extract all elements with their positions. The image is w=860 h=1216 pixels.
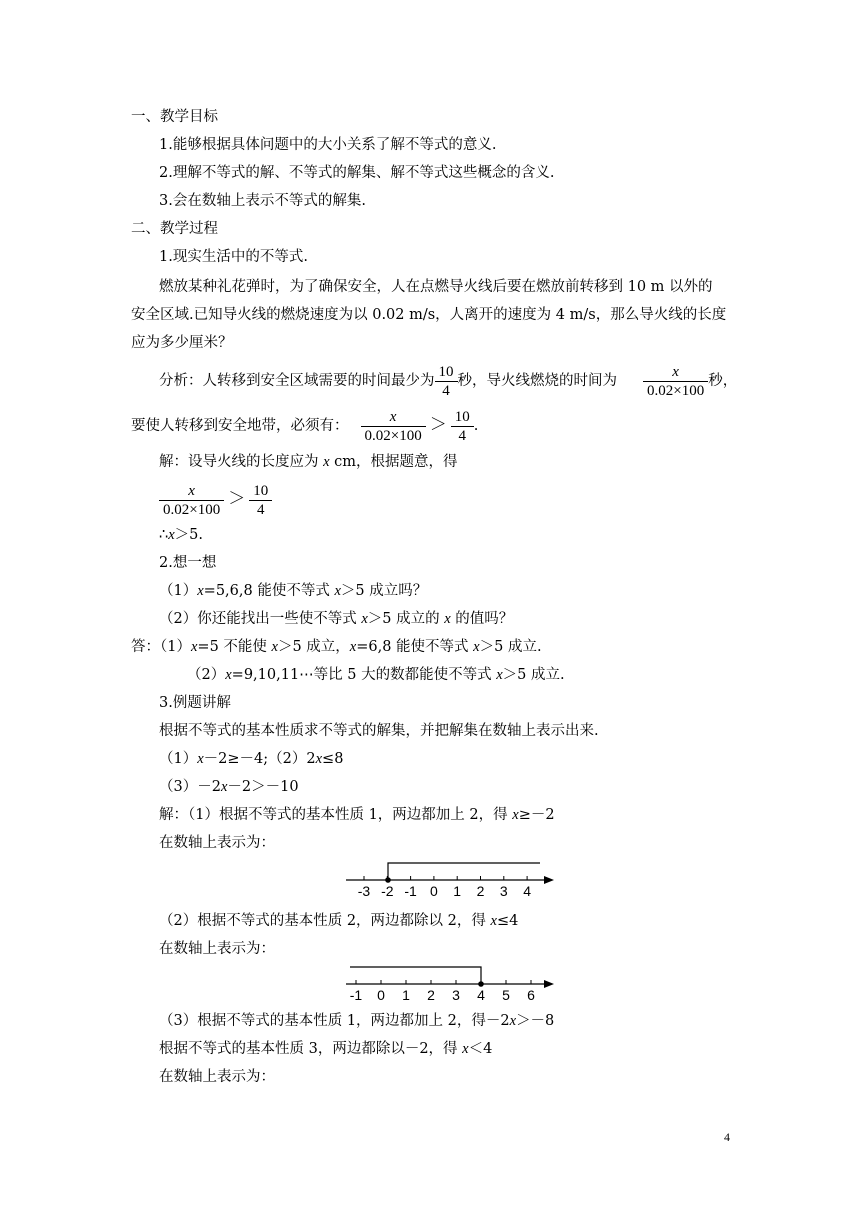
fraction-x-over-product [159,482,224,519]
solution-text: 解：设导火线的长度应为 [159,454,324,470]
tick-label: 2 [427,987,435,1003]
objective-2: 2.理解不等式的解、不等式的解集、解不等式这些概念的含义. [159,165,555,181]
denominator: 0.02×100 [643,381,708,400]
ex-text: ≤8 [322,751,344,767]
variable-x: x [225,667,232,683]
number-line-1 [340,858,560,900]
show-label-1: 在数轴上表示为： [159,835,275,851]
denominator: 0.02×100 [159,500,224,519]
variable-x: x [220,779,228,795]
denominator: 4 [435,381,458,400]
solution-inequality [159,476,272,523]
axis-arrow [544,980,554,988]
ex-text: （1） [159,751,198,767]
number-line-2 [340,962,560,1004]
tick-label: 5 [502,987,510,1003]
a-text: =9,10,11⋯等比 5 大的数都能使不等式 [231,667,497,683]
denominator: 4 [249,500,272,519]
period: . [473,418,479,434]
tick-label: -1 [349,987,363,1003]
fraction-x-over-product [361,408,426,445]
sol-text: ＜4 [468,1041,493,1057]
variable-x: x [323,454,330,470]
sol-text: （2）根据不等式的基本性质 2，两边都除以 2，得 [159,913,491,929]
a-text: ＞5 成立. [502,667,565,683]
solution-3b [159,1039,492,1059]
variable-x: x [349,639,357,655]
subsection-3-title: 3.例题讲解 [159,695,231,711]
a-text: ＞5 成立， [277,639,350,655]
subsection-2-title: 2.想一想 [159,555,217,571]
a-text: （2） [187,667,226,683]
q-text: （2）你还能找出一些使不等式 [159,611,362,627]
solid-endpoint [385,877,391,883]
tick-label: 6 [527,987,535,1003]
variable-x: x [444,611,451,627]
tick-label: 0 [377,987,385,1003]
q-text: =5,6,8 能使不等式 [203,583,335,599]
problem-line-3: 应为多少厘米？ [131,335,233,351]
tick-label: 3 [499,883,508,899]
solution-intro [159,452,458,472]
sol-text: （3）根据不等式的基本性质 1，两边都加上 2，得－2 [159,1013,510,1029]
sol-text: ＞－8 [516,1013,555,1029]
q-text: ＞5 成立吗？ [340,583,428,599]
objective-1: 1.能够根据具体问题中的大小关系了解不等式的意义. [159,137,497,153]
solution-3 [159,1011,554,1031]
tick-label: 4 [523,883,531,899]
fraction-10-over-4 [451,408,474,445]
numerator: x [389,408,397,425]
ex-text: （3）－2 [159,779,221,795]
variable-x: x [190,639,198,655]
greater-than-sign: ＞ [429,415,447,434]
q-text: ＞5 成立的 [367,611,445,627]
objective-3: 3.会在数轴上表示不等式的解集. [159,193,366,209]
solution-1 [159,805,555,825]
tick-label: 4 [477,987,485,1003]
a-text: =5 不能使 [197,639,272,655]
tick-label: -1 [404,883,417,899]
subsection-1-title: 1.现实生活中的不等式. [159,249,308,265]
variable-x: x [197,751,204,767]
analysis-text: 分析：人转移到安全区域需要的时间最少为 [159,373,435,389]
variable-x: x [490,913,497,929]
sol-text: ≥－2 [518,807,555,823]
variable-x: x [462,1041,469,1057]
answer-2 [187,665,565,685]
tick-label: 1 [402,987,410,1003]
variable-x: x [197,583,204,599]
ex-text: －2≥－4;（2）2 [203,751,316,767]
variable-x: x [473,639,480,655]
tick-label: -2 [381,883,394,899]
analysis-text: 秒， [708,373,738,389]
question-1 [159,581,427,601]
problem-line-2: 安全区域.已知导火线的燃烧速度为以 0.02 m/s，人离开的速度为 4 m/s，那么导火线的长度 [131,307,727,323]
example-1-2 [159,749,343,769]
a-text: 答：（1） [131,639,191,655]
variable-x: x [168,527,175,543]
tick-label: 0 [430,883,438,899]
axis-arrow [544,876,554,884]
solution-text: cm，根据题意，得 [329,454,458,470]
variable-x: x [315,751,323,767]
tick-label: 2 [476,883,485,899]
section-heading-process: 二、教学过程 [131,221,218,237]
problem-line-1: 燃放某种礼花弹时，为了确保安全，人在点燃导火线后要在燃放前转移到 10 m 以外的 [159,279,713,295]
analysis-text: 秒，导火线燃烧的时间为 [457,373,617,389]
q-text: 的值吗？ [450,611,514,627]
q-text: （1） [159,583,198,599]
tick-label: 3 [452,987,460,1003]
variable-x: x [496,667,503,683]
show-label-2: 在数轴上表示为： [159,941,275,957]
page-number: 4 [724,1130,730,1144]
fraction-10-over-4 [435,363,458,400]
tick-label: -3 [357,883,371,899]
analysis-line-2 [131,402,478,449]
example-prompt: 根据不等式的基本性质求不等式的解集，并把解集在数轴上表示出来. [159,723,599,739]
sol-text: 解：（1）根据不等式的基本性质 1，两边都加上 2，得 [159,807,513,823]
numerator: x [672,363,679,380]
therefore-text: ＞5. [174,527,204,543]
numerator: 10 [438,363,454,380]
numerator: 10 [253,482,269,499]
show-label-3: 在数轴上表示为： [159,1069,275,1085]
solution-range-bracket [350,967,481,984]
therefore-symbol: ∴ [159,527,169,543]
sol-text: 根据不等式的基本性质 3，两边都除以－2，得 [159,1041,463,1057]
example-3 [159,777,299,797]
analysis-text: 要使人转移到安全地带，必须有： [131,418,349,434]
denominator: 0.02×100 [361,426,426,445]
variable-x: x [334,583,341,599]
variable-x: x [512,807,519,823]
therefore-line [159,525,203,545]
denominator: 4 [451,426,474,445]
question-2 [159,609,513,629]
numerator: 10 [454,408,470,425]
solution-2 [159,911,518,931]
ex-text: －2＞－10 [227,779,299,795]
sol-text: ≤4 [496,913,519,929]
variable-x: x [509,1013,517,1029]
numerator: x [188,482,195,499]
greater-than-sign: ＞ [228,489,246,508]
section-heading-objectives: 一、教学目标 [131,109,218,125]
variable-x: x [271,639,278,655]
fraction-x-over-product [643,363,708,400]
variable-x: x [361,611,368,627]
fraction-10-over-4 [249,482,272,519]
a-text: ＞5 成立. [479,639,542,655]
analysis-line-1 [159,358,737,404]
tick-label: 1 [453,883,462,899]
answer-1 [131,637,542,657]
a-text: =6,8 能使不等式 [356,639,474,655]
